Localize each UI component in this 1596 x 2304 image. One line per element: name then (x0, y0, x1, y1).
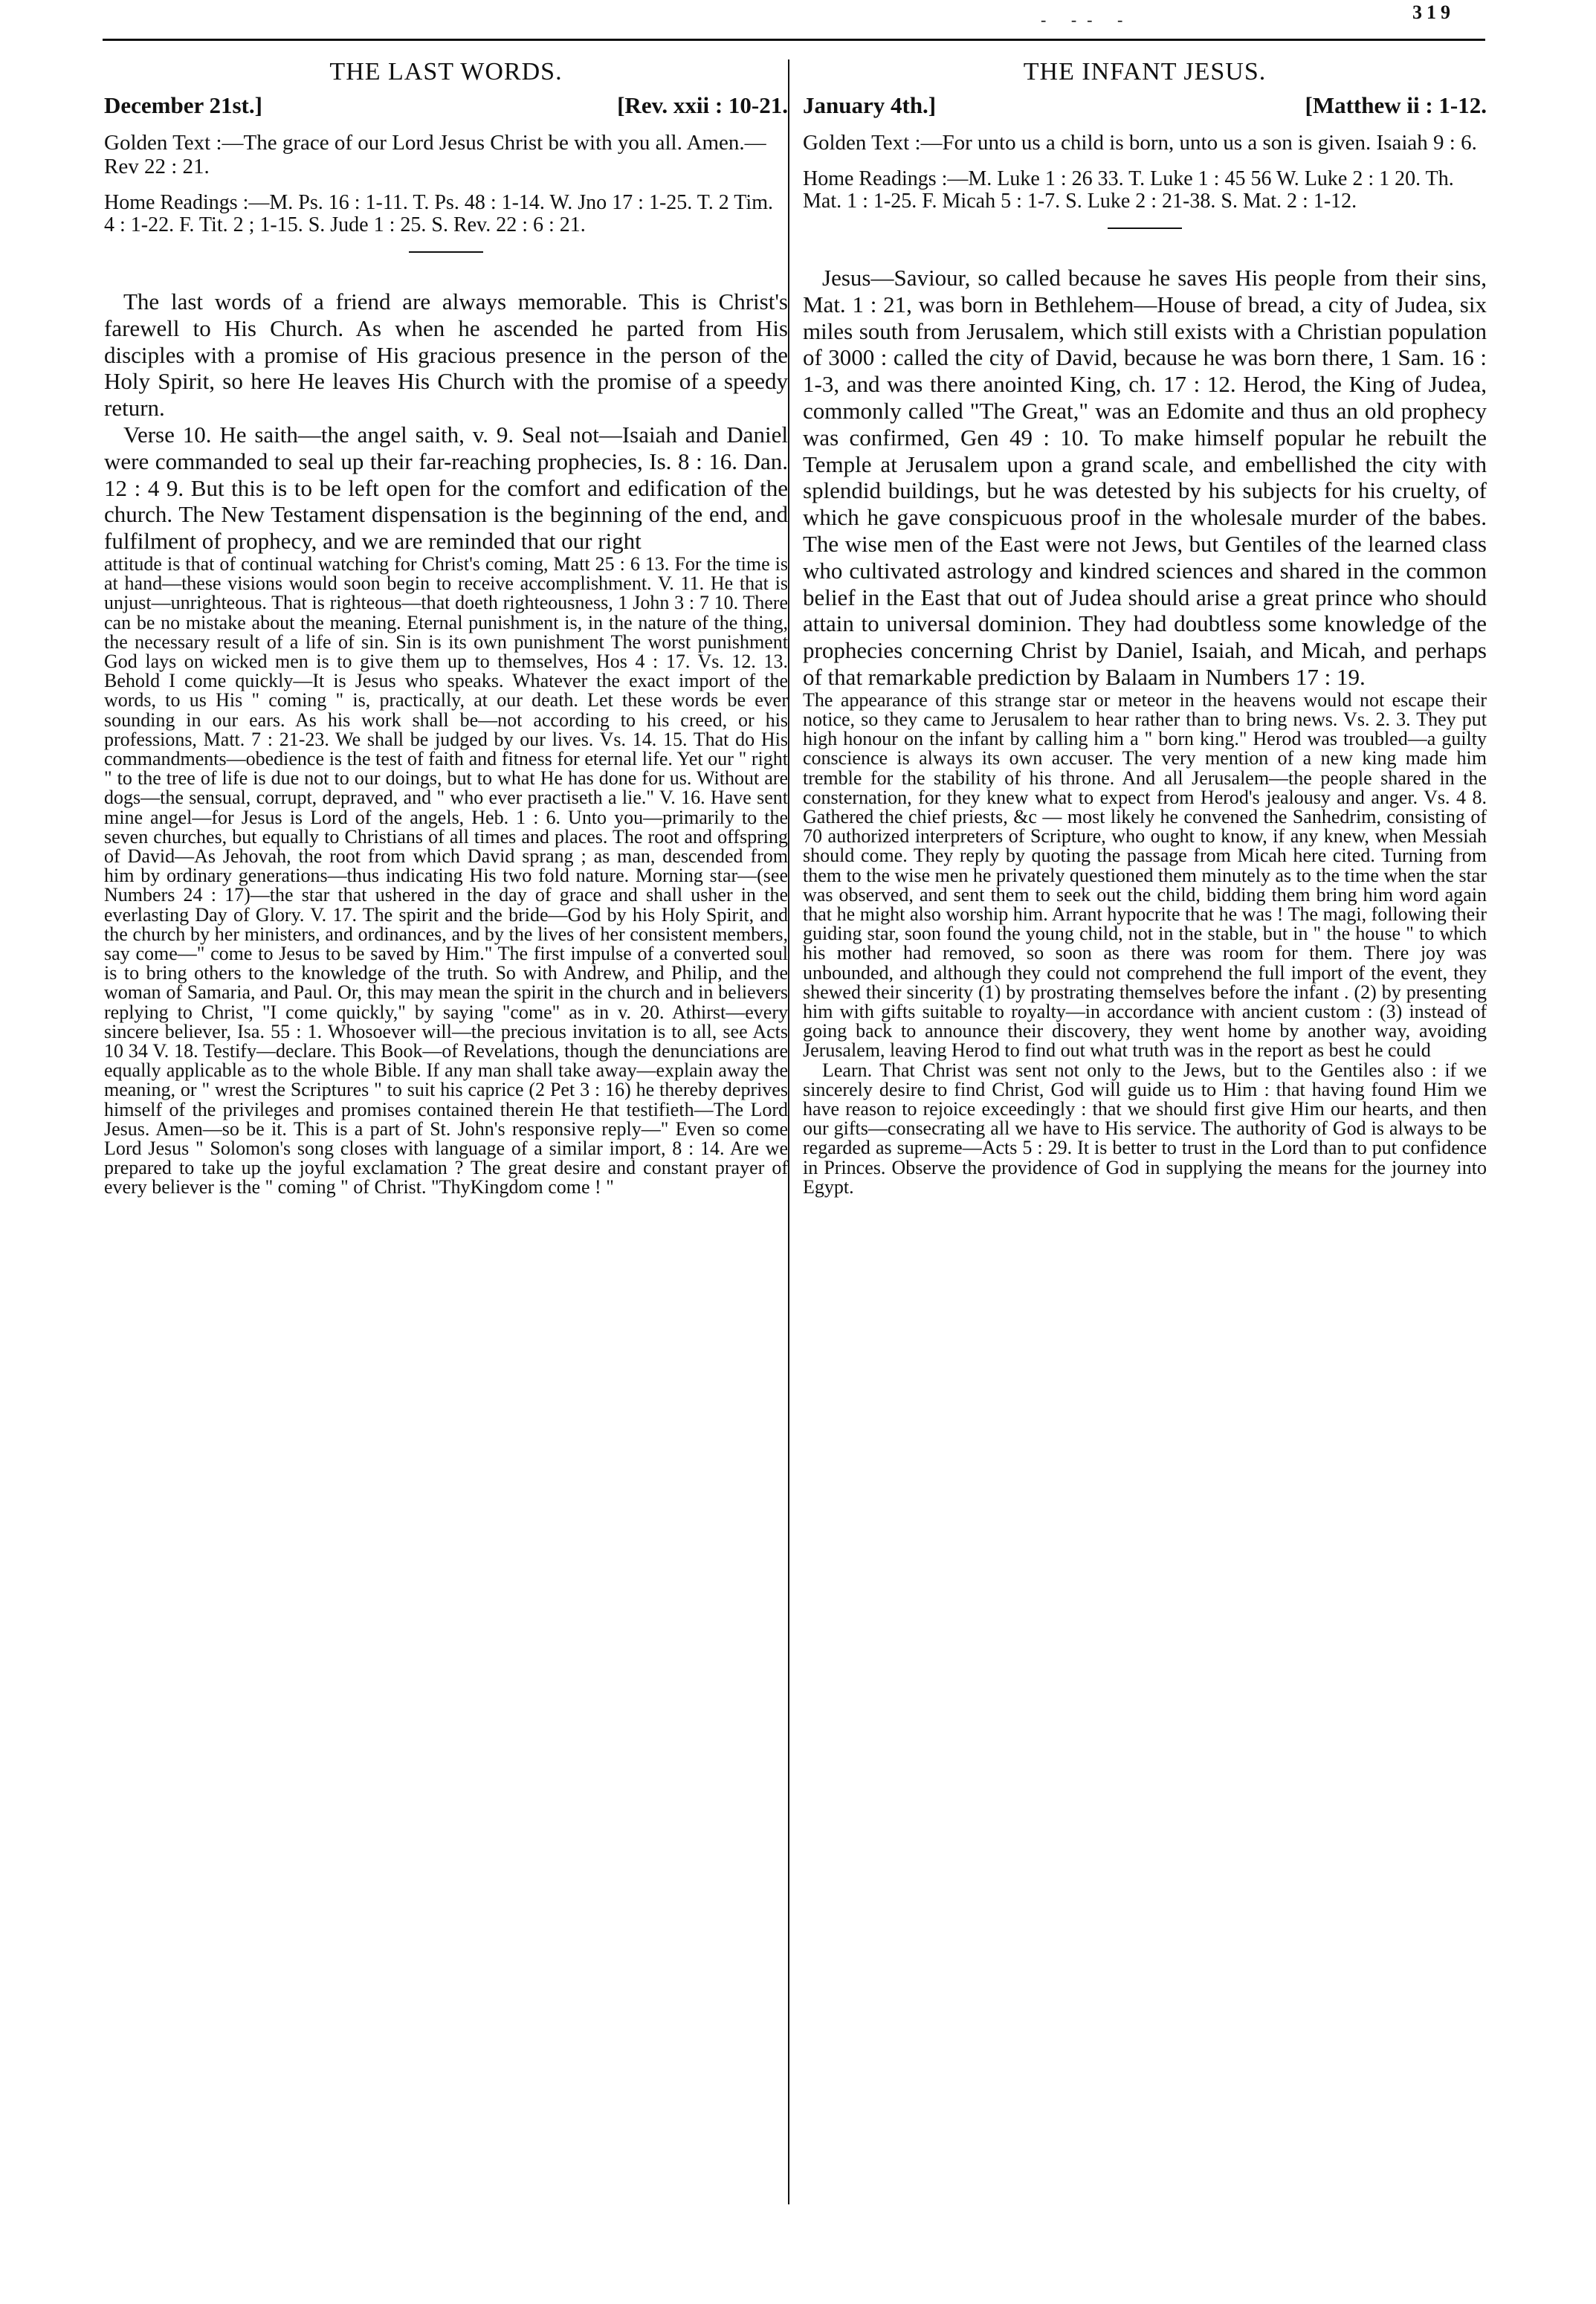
commentary-small (803, 688, 1487, 1198)
lesson-date: January 4th.] (803, 92, 937, 118)
top-dashes: - -- - (1041, 10, 1134, 29)
lesson-reference: [Matthew ii : 1-12. (1305, 92, 1487, 118)
commentary-large (104, 288, 788, 555)
lesson-date: December 21st.] (104, 92, 262, 118)
commentary-large (803, 265, 1487, 691)
lesson-dateline (104, 92, 788, 119)
paragraph: attitude is that of continual watching for Christ's coming, Matt 25 : 6 13. For the time is at hand—these visions would soon begin to receive accomplishment. V. 11. He that is unjust—unrighteous. That is righteous—that doeth righteousness, 1 John 3 : 7 10. There can be no mistake about the meaning. Eternal punishment is, in the nature of the thing, the necessary result of a life of sin. Sin is its own punishment The worst punishment God lays on wicked men is to give them up to themselves, Hos 4 : 17. Vs. 12. 13. Behold I come quickly—It is Jesus who speaks. Whatever the exact import of the words, to us His " coming " is, practically, at our death. Let these words be ever sounding in our ears. As his work shall be—not according to his creed, or his professions, Matt. 7 : 21-23. We shall be judged by our lives. Vs. 14. 15. That do His commandments—obedience is the test of faith and fitness for eternal life. Yet our " right " to the tree of life is due not to our doings, but to what He has done for us. Without are dogs—the sensual, corrupt, depraved, and " who ever practiseth a lie." V. 16. Have sent mine angel—for Jesus is Lord of the angels, Heb. 1 : 6. Unto you—primarily to the seven churches, but equally to Christians of all times and places. The root and offspring of David—As Jehovah, the root from which David sprang ; as man, descended from him by ordinary generations—thus indicating His two fold nature. Morning star—(see Numbers 24 : 17)—the star that ushered in the day of grace and shall usher in the everlasting Day of Glory. V. 17. The spirit and the bride—God by his Holy Spirit, and the church by her ministers, and ordinances, and by the lives of her consistent members, say come—" come to Jesus to be saved by Him." The first impulse of a converted soul is to bring others to the knowledge of the truth. So with Andrew, and Philip, and the woman of Samaria, and Paul. Or, this may mean the spirit in the church and in believers replying to Christ, "I come quickly," by saying "come" as in v. 20. Athirst—every sincere believer, Isa. 55 : 1. Whosoever will—the precious invitation is to all, see Acts 10 34 V. 18. Testify—declare. This Book—of Revelations, though the denunciations are equally applicable as to the whole Bible. If any man shall take away—explain away the meaning, or " wrest the Scriptures " to suit his caprice (2 Pet 3 : 16) he thereby deprives himself of the privileges and promises contained therein He that testifieth—The Lord Jesus. Amen—so be it. This is a part of St. John's responsive reply—" Even so come Lord Jesus " Solomon's song closes with language of a similar import, 8 : 14. Are we prepared to take up the joyful exclamation ? The great desire and constant prayer of every believer is the " coming " of Christ. "ThyKingdom come ! " (104, 552, 788, 1198)
golden-text: Golden Text :—The grace of our Lord Jesus Christ be with you all. Amen.—Rev 22 : 21. (104, 131, 766, 178)
paragraph: Learn. That Christ was sent not only to the Jews, but to the Gentiles also : if we sincerely desire to find Christ, God will guide us to Him : that having found Him we have reason to rejoice exceedingly : that we should first give Him our hearts, and then our gifts—consecrating all we have to His service. The authority of God is always to be regarded as supreme—Acts 5 : 29. It is better to trust in the Lord than to put confidence in Princes. Observe the providence of God in supplying the means for the journey into Egypt. (803, 1059, 1487, 1198)
home-readings: Home Readings :—M. Luke 1 : 26 33. T. Luke 1 : 45 56 W. Luke 2 : 1 20. Th. Mat. 1 : 1-25. F. Micah 5 : 1-7. S. Luke 2 : 21-38. S. Mat. 2 : 1-12. (803, 167, 1454, 213)
column-divider (788, 59, 789, 2204)
lesson-dateline (803, 92, 1487, 119)
commentary-small (104, 552, 788, 1198)
paragraph: The last words of a friend are always memorable. This is Christ's farewell to His Church. As when he ascended he parted from His disciples with a promise of His gracious presence in the person of the Holy Spirit, so here He leaves His Church with the promise of a speedy return. (104, 288, 788, 422)
lesson-last-words (104, 58, 788, 1198)
lesson-title: THE LAST WORDS. (329, 58, 563, 85)
home-readings: Home Readings :—M. Ps. 16 : 1-11. T. Ps. 48 : 1-14. W. Jno 17 : 1-25. T. 2 Tim. 4 : 1-22. F. Tit. 2 ; 1-15. S. Jude 1 : 25. S. Rev. 22 : 6 : 21. (104, 191, 773, 236)
lesson-infant-jesus (803, 58, 1487, 1197)
top-rule (103, 39, 1485, 41)
paragraph: Jesus—Saviour, so called because he saves His people from their sins, Mat. 1 : 21, was born in Bethlehem—House of bread, a city of Judea, six miles south from Jerusalem, which still exists with a Christian population of 3000 : called the city of David, because he was born there, 1 Sam. 16 : 1-3, and was there anointed King, ch. 17 : 12. Herod, the King of Judea, commonly called "The Great," was an Edomite and thus an old prophecy was confirmed, Gen 49 : 10. To make himself popular he rebuilt the Temple at Jerusalem upon a grand scale, and embellished the city with splendid buildings, but he was detested by his subjects for his cruelty, of which he gave conspicuous proof in the wholesale murder of the babes. The wise men of the East were not Jews, but Gentiles of the learned class who cultivated astrology and kindred sciences and shared in the common belief in the East that out of Judea should arise a great prince who should attain to universal dominion. They had doubtless some knowledge of the prophecies concerning Christ by Daniel, Isaiah, and Micah, and perhaps of that remarkable prediction by Balaam in Numbers 17 : 19. (803, 265, 1487, 690)
separator-rule (1108, 228, 1182, 229)
paragraph: The appearance of this strange star or meteor in the heavens would not escape their notice, so they came to Jerusalem to hear rather than to bring news. Vs. 2. 3. They put high honour on the infant by calling him a " born king." Herod was troubled—a guilty conscience is always its own accuser. The very mention of a new king made him tremble for the stability of his throne. And all Jerusalem—the people shared in the consternation, for they knew what to expect from Herod's jealousy and anger. Vs. 4 8. Gathered the chief priests, &c — most likely he convened the Sanhedrim, consisting of 70 authorized interpreters of Scripture, who ought to know, if any knew, when Messiah should come. They reply by quoting the passage from Micah here cited. Turning from them to the wise men he privately questioned them minutely as to the time when the star was observed, and sent them to seek out the child, bidding them bring him word again that he might also worship him. Arrant hypocrite that he was ! The magi, following their guiding star, soon found the young child, not in the stable, but in " the house " to which his mother had removed, so soon as there was room for them. There joy was unbounded, and although they could not comprehend the full import of the event, they shewed their sincerity (1) by prostrating themselves before the infant . (2) by presenting him with gifts suitable to royalty—in accordance with ancient custom : (3) instead of going back to announce their discovery, they went home by another way, avoiding Jerusalem, leaving Herod to find out what truth was in the report as best he could (803, 688, 1487, 1062)
golden-text: Golden Text :—For unto us a child is born, unto us a son is given. Isaiah 9 : 6. (803, 131, 1477, 155)
page-number: 319 (1412, 1, 1455, 23)
lesson-title: THE INFANT JESUS. (1023, 58, 1267, 85)
separator-rule (409, 251, 483, 253)
paragraph: Verse 10. He saith—the angel saith, v. 9. Seal not—Isaiah and Daniel were commanded to seal up their far-reaching prophecies, Is. 8 : 16. Dan. 12 : 4 9. But this is to be left open for the comfort and edification of the church. The New Testament dispensation is the beginning of the end, and fulfilment of prophecy, and we are reminded that our right (104, 421, 788, 555)
lesson-reference: [Rev. xxii : 10-21. (617, 92, 788, 118)
